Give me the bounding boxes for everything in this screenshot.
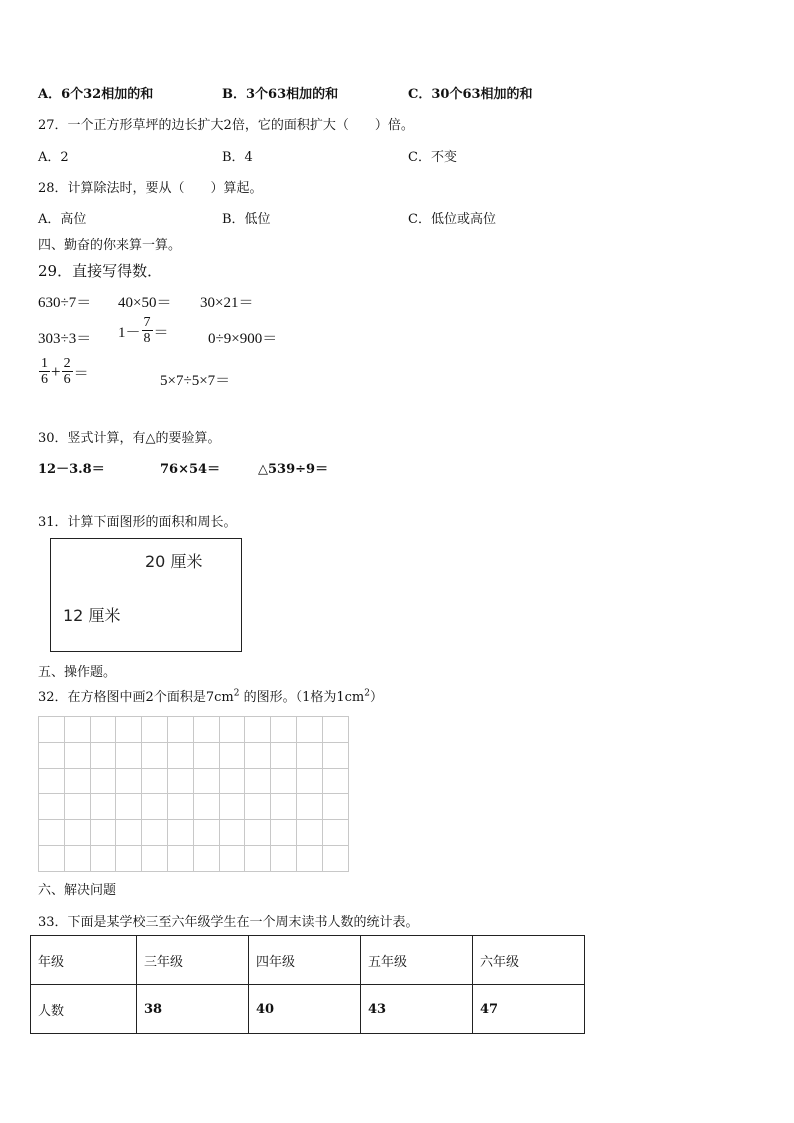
grid-cell[interactable]: [297, 794, 323, 820]
q33-stem: 33．下面是某学校三至六年级学生在一个周末读书人数的统计表。: [38, 915, 419, 930]
q30-item-3: △539÷9＝: [258, 462, 329, 477]
fraction: [39, 357, 50, 387]
q26-option-b: B．3个63相加的和: [222, 87, 339, 102]
q27-option-b: B．4: [222, 150, 253, 165]
q29-item-8: 5×7÷5×7＝: [160, 373, 231, 389]
table-row: [31, 985, 585, 1034]
grid-cell[interactable]: [168, 743, 194, 769]
q32-stem-part1: 32．在方格图中画2个面积是7cm: [38, 690, 234, 705]
grid-cell[interactable]: [39, 743, 65, 769]
grid-cell[interactable]: [245, 820, 271, 846]
grid-cell[interactable]: [91, 717, 117, 743]
grid-cell[interactable]: [245, 717, 271, 743]
grid-cell[interactable]: [116, 846, 142, 872]
table-header-row: [31, 936, 585, 985]
grid-cell[interactable]: [220, 820, 246, 846]
fraction-denominator: 6: [63, 372, 71, 387]
table-cell: 六年级: [473, 936, 585, 985]
q28-stem: 28．计算除法时，要从（ ）算起。: [38, 181, 263, 196]
grid-cell[interactable]: [116, 820, 142, 846]
grid-cell[interactable]: [91, 743, 117, 769]
grid-cell[interactable]: [323, 769, 349, 795]
fraction-denominator: 6: [41, 372, 48, 387]
grid-cell[interactable]: [65, 846, 91, 872]
q29-item-4: 303÷3＝: [38, 331, 92, 347]
q29-item-7: [38, 357, 89, 387]
rectangle-figure: [50, 538, 242, 652]
grid-cell[interactable]: [194, 717, 220, 743]
height-label: 12 厘米: [63, 606, 121, 625]
grid-cell[interactable]: [168, 846, 194, 872]
grid-cell[interactable]: [65, 769, 91, 795]
fraction-numerator: 7: [143, 315, 151, 330]
grid-cell[interactable]: [39, 769, 65, 795]
grid-cell[interactable]: [91, 794, 117, 820]
grid-cell[interactable]: [91, 820, 117, 846]
grid-cell[interactable]: [245, 846, 271, 872]
q32-stem-part3: ）: [369, 690, 383, 705]
fraction-numerator: 2: [63, 356, 71, 371]
grid-cell[interactable]: [116, 717, 142, 743]
table-cell: 五年级: [361, 936, 473, 985]
grid-cell[interactable]: [65, 794, 91, 820]
grid-cell[interactable]: [168, 717, 194, 743]
grid-cell[interactable]: [323, 743, 349, 769]
fraction: [142, 316, 153, 346]
square-grid[interactable]: [38, 716, 349, 872]
grid-cell[interactable]: [65, 717, 91, 743]
table-cell: 年级: [31, 936, 137, 985]
table-cell: 人数: [31, 985, 137, 1034]
grid-cell[interactable]: [297, 743, 323, 769]
grid-cell[interactable]: [297, 769, 323, 795]
grid-cell[interactable]: [194, 794, 220, 820]
q29-item-3: 30×21＝: [200, 295, 254, 311]
grid-cell[interactable]: [220, 846, 246, 872]
grid-cell[interactable]: [168, 769, 194, 795]
section5-heading: 五、操作题。: [38, 665, 117, 680]
grid-cell[interactable]: [116, 769, 142, 795]
grid-cell[interactable]: [323, 846, 349, 872]
grid-cell[interactable]: [168, 820, 194, 846]
grid-cell[interactable]: [168, 794, 194, 820]
table-cell: 43: [361, 985, 473, 1034]
q30-item-2: 76×54＝: [160, 462, 221, 477]
q28-option-b: B．低位: [222, 212, 271, 227]
grid-cell[interactable]: [142, 846, 168, 872]
reading-stats-table: [30, 935, 585, 1034]
superscript-2: 2: [364, 688, 370, 699]
table-cell: 40: [249, 985, 361, 1034]
q26-option-c: C．30个63相加的和: [408, 87, 533, 102]
plus-sign: +: [51, 362, 61, 381]
grid-cell[interactable]: [39, 820, 65, 846]
q28-option-c: C．低位或高位: [408, 212, 496, 227]
q27-stem: 27．一个正方形草坪的边长扩大2倍，它的面积扩大（ ）倍。: [38, 118, 414, 133]
grid-cell[interactable]: [194, 846, 220, 872]
fraction-numerator: 1: [41, 356, 48, 371]
grid-cell[interactable]: [220, 743, 246, 769]
grid-cell[interactable]: [65, 743, 91, 769]
q27-option-c: C．不变: [408, 150, 457, 165]
q31-stem: 31．计算下面图形的面积和周长。: [38, 515, 237, 530]
grid-cell[interactable]: [39, 846, 65, 872]
table-cell: 38: [137, 985, 249, 1034]
grid-cell[interactable]: [271, 769, 297, 795]
table-cell: 47: [473, 985, 585, 1034]
grid-cell[interactable]: [142, 820, 168, 846]
q27-option-a: A．2: [38, 150, 69, 165]
fraction-denominator: 8: [143, 331, 151, 346]
grid-cell[interactable]: [91, 769, 117, 795]
section6-heading: 六、解决问题: [38, 883, 117, 898]
grid-cell[interactable]: [323, 794, 349, 820]
q29-item-6: 0÷9×900＝: [208, 331, 278, 347]
grid-cell[interactable]: [245, 769, 271, 795]
table-cell: 三年级: [137, 936, 249, 985]
grid-cell[interactable]: [271, 846, 297, 872]
q29-item-2: 40×50＝: [118, 295, 172, 311]
grid-cell[interactable]: [271, 717, 297, 743]
fraction: [62, 357, 73, 387]
grid-cell[interactable]: [142, 743, 168, 769]
q29-item-5: [118, 316, 169, 346]
grid-cell[interactable]: [116, 743, 142, 769]
grid-cell[interactable]: [194, 769, 220, 795]
grid-cell[interactable]: [116, 794, 142, 820]
grid-cell[interactable]: [194, 820, 220, 846]
superscript-2: 2: [233, 688, 240, 699]
grid-cell[interactable]: [297, 820, 323, 846]
grid-cell[interactable]: [245, 743, 271, 769]
section4-heading: 四、勤奋的你来算一算。: [38, 238, 182, 253]
grid-cell[interactable]: [220, 717, 246, 743]
grid-cell[interactable]: [297, 846, 323, 872]
grid-cell[interactable]: [220, 794, 246, 820]
grid-cell[interactable]: [91, 846, 117, 872]
grid-cell[interactable]: [39, 794, 65, 820]
grid-cell[interactable]: [323, 717, 349, 743]
grid-cell[interactable]: [323, 820, 349, 846]
grid-cell[interactable]: [194, 743, 220, 769]
width-label: 20 厘米: [145, 552, 203, 571]
q28-option-a: A．高位: [38, 212, 87, 227]
q29-stem: 29．直接写得数．: [38, 262, 163, 280]
q30-stem: 30．竖式计算，有△的要验算。: [38, 431, 221, 446]
grid-cell[interactable]: [39, 717, 65, 743]
table-cell: 四年级: [249, 936, 361, 985]
grid-cell[interactable]: [65, 820, 91, 846]
grid-cell[interactable]: [271, 794, 297, 820]
q29-item-5-equals: ＝: [153, 324, 169, 341]
q32-stem-part2: 的图形。（1格为1cm: [243, 690, 365, 705]
grid-cell[interactable]: [220, 769, 246, 795]
grid-cell[interactable]: [297, 717, 323, 743]
q29-item-7-equals: ＝: [73, 365, 89, 382]
grid-cell[interactable]: [271, 743, 297, 769]
q30-item-1: 12－3.8＝: [38, 462, 105, 477]
q32-stem: [38, 686, 383, 705]
grid-cell[interactable]: [142, 717, 168, 743]
grid-cell[interactable]: [142, 769, 168, 795]
grid-cell[interactable]: [245, 794, 271, 820]
q29-item-1: 630÷7＝: [38, 295, 92, 311]
q29-item-5-prefix: 1－: [118, 324, 141, 341]
q26-option-a: A．6个32相加的和: [38, 87, 154, 102]
grid-cell[interactable]: [142, 794, 168, 820]
grid-cell[interactable]: [271, 820, 297, 846]
